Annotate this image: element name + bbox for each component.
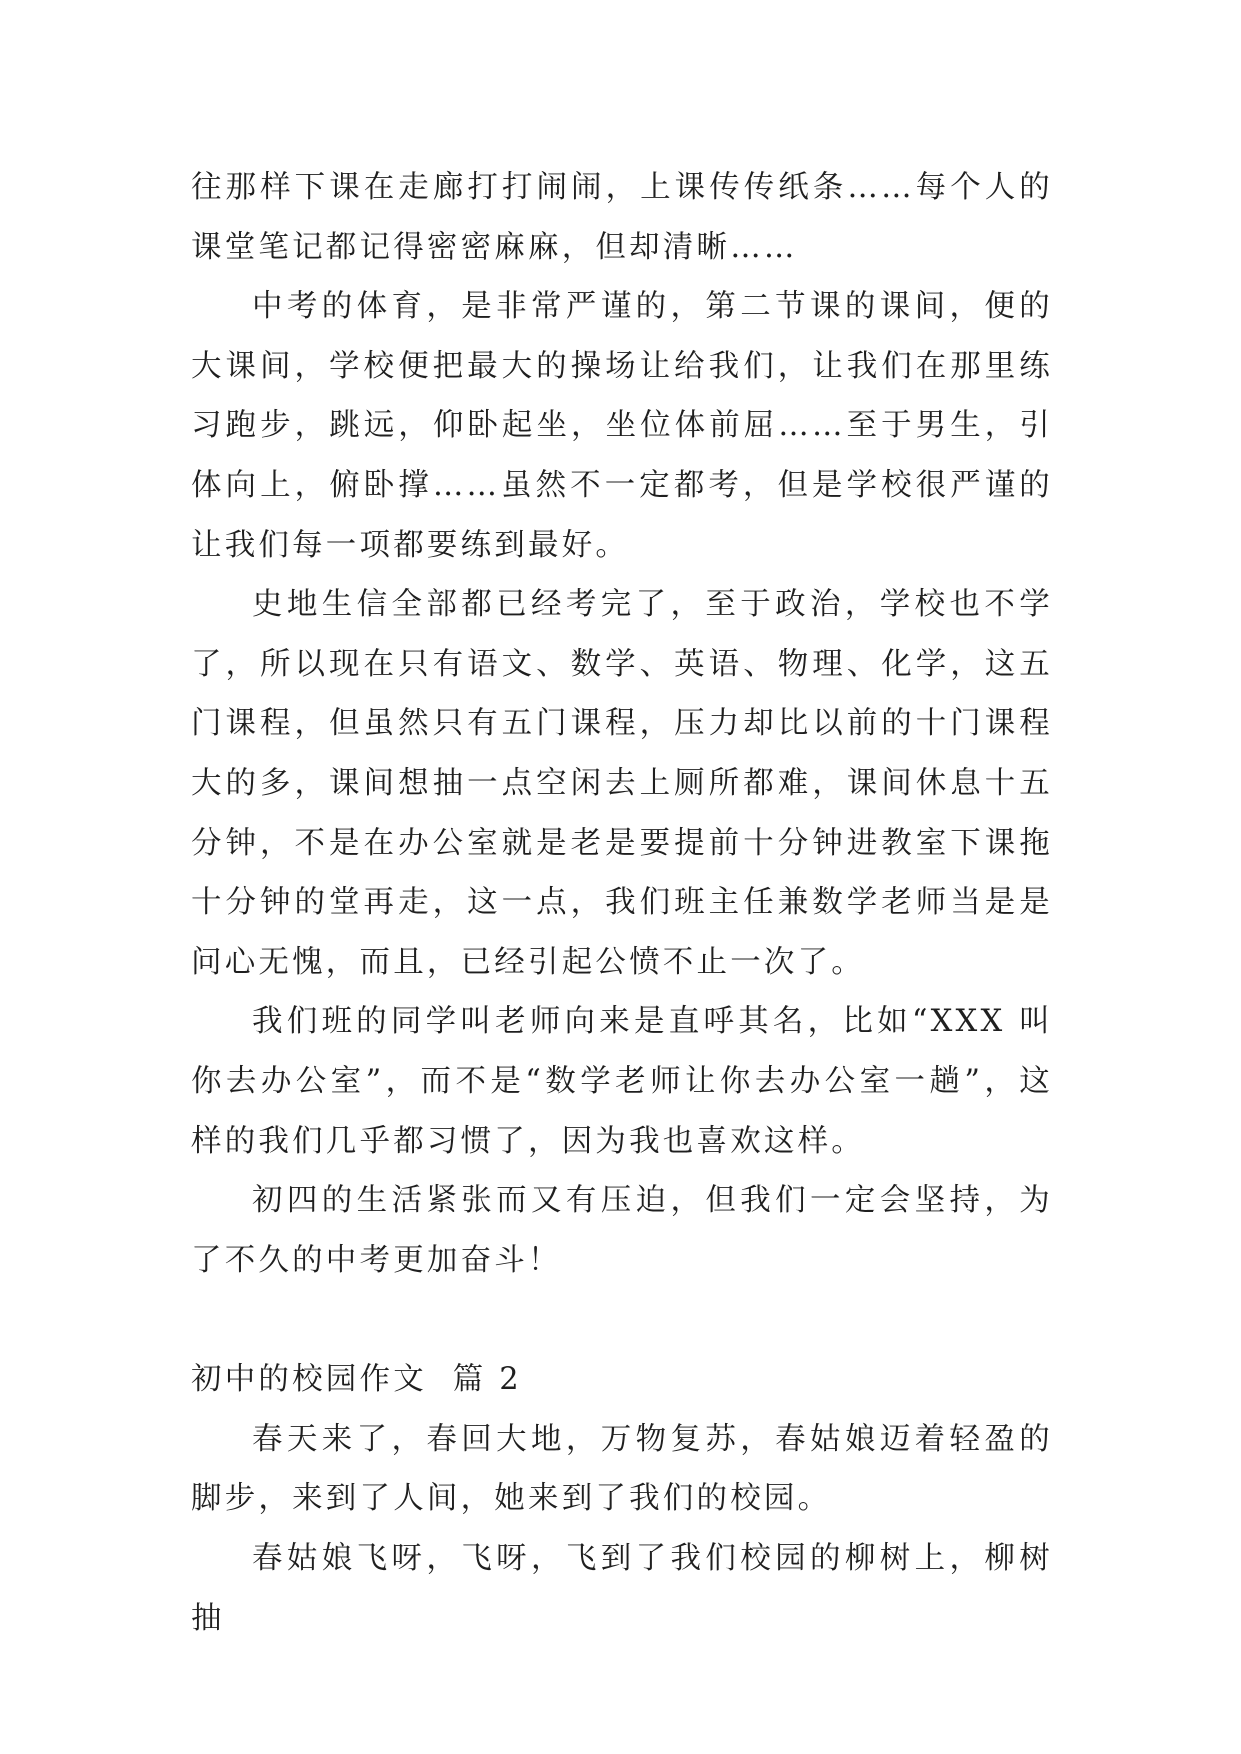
- paragraph-subjects: 史地生信全部都已经考完了，至于政治，学校也不学了，所以现在只有语文、数学、英语、物理、化学，这五门课程，但虽然只有五门课程，压力却比以前的十门课程大的多，课间想抽一点空闲去上厕所都难，课间休息十五分钟，不是在办公室就是老是要提前十分钟进教室下课拖十分钟的堂再走，这一点，我们班主任兼数学老师当是是问心无愧，而且，已经引起公愤不止一次了。: [191, 587, 1053, 980]
- document-body: [191, 158, 1053, 1648]
- paragraph-conclusion: 初四的生活紧张而又有压迫，但我们一定会坚持，为了不久的中考更加奋斗！: [191, 1183, 1053, 1278]
- paragraph-pe-exam: 中考的体育，是非常严谨的，第二节课的课间，便的大课间，学校便把最大的操场让给我们，让我们在那里练习跑步，跳远，仰卧起坐，坐位体前屈……至于男生，引体向上，俯卧撑……虽然不一定都考，但是学校很严谨的让我们每一项都要练到最好。: [191, 289, 1053, 563]
- paragraph-teacher-names: 我们班的同学叫老师向来是直呼其名，比如“XXX 叫你去办公室”，而不是“数学老师让你去办公室一趟”，这样的我们几乎都习惯了，因为我也喜欢这样。: [191, 1004, 1053, 1159]
- section-heading: 初中的校园作文 篇 2: [191, 1362, 522, 1398]
- section-spacer: [191, 1290, 1053, 1350]
- paragraph-willow-tree: 春姑娘飞呀，飞呀，飞到了我们校园的柳树上，柳树抽: [191, 1541, 1053, 1636]
- paragraph-continuation: 往那样下课在走廊打打闹闹，上课传传纸条……每个人的课堂笔记都记得密密麻麻，但却清晰……: [191, 170, 1053, 265]
- paragraph-spring-arrives: 春天来了，春回大地，万物复苏，春姑娘迈着轻盈的脚步，来到了人间，她来到了我们的校园。: [191, 1421, 1053, 1517]
